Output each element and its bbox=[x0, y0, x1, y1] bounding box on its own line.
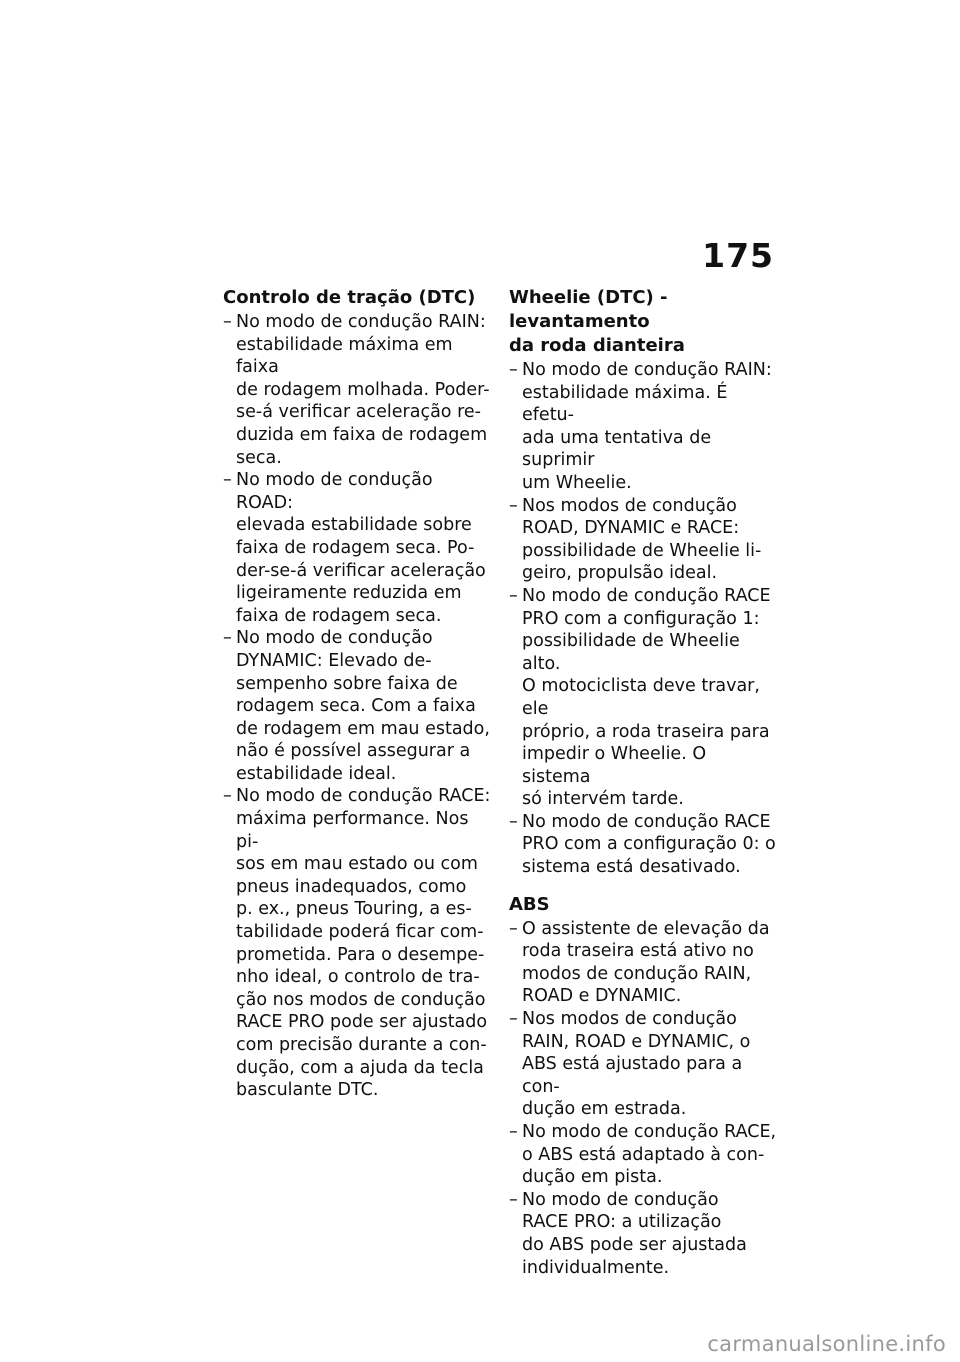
list-item-text: No modo de condução RACE: máxima performance. Nos pi- sos em mau estado ou com pneus inadequados, como p. ex., pneus Touring, a es- tabilidade poderá ficar com- prometida. Para o desempe- nho ideal, o controlo de tra- ção nos modos de condução RACE PRO pode ser ajustado com precisão durante a con- dução, com a ajuda da tecla basculante DTC. bbox=[236, 786, 491, 1101]
list-item bbox=[223, 311, 491, 469]
dash-marker: – bbox=[223, 312, 232, 332]
left-column bbox=[223, 286, 491, 1102]
list-item bbox=[223, 469, 491, 627]
list-item-text: No modo de condução RAIN: estabilidade máxima em faixa de rodagem molhada. Poder- se-á verificar aceleração re- duzida em faixa de rodagem seca. bbox=[236, 312, 490, 468]
list-item-text: No modo de condução ROAD: elevada estabilidade sobre faixa de rodagem seca. Po- der-se-á verificar aceleração ligeiramente reduzida em faixa de rodagem seca. bbox=[236, 470, 486, 626]
dash-marker: – bbox=[223, 786, 232, 807]
list-item-text: No modo de condução RAIN: estabilidade máxima. É efetu- ada uma tentativa de suprimir um Wheelie. bbox=[522, 360, 772, 493]
list-item bbox=[509, 585, 779, 811]
section-title-dtc: Controlo de tração (DTC) bbox=[223, 287, 476, 308]
dash-marker: – bbox=[509, 918, 518, 939]
dash-marker: – bbox=[509, 1009, 518, 1030]
dash-marker: – bbox=[509, 495, 518, 516]
list-item bbox=[509, 811, 779, 879]
dash-marker: – bbox=[223, 470, 232, 491]
right-column bbox=[509, 286, 779, 1279]
list-item bbox=[509, 1189, 779, 1279]
dash-marker: – bbox=[223, 628, 232, 649]
dash-marker: – bbox=[509, 360, 518, 380]
dash-marker: – bbox=[509, 585, 518, 606]
dash-marker: – bbox=[509, 1189, 518, 1210]
abs-list bbox=[509, 918, 779, 1280]
section-title-wheelie: Wheelie (DTC) - levantamento da roda dianteira bbox=[509, 287, 685, 356]
list-item bbox=[223, 627, 491, 785]
list-item-text: Nos modos de condução RAIN, ROAD e DYNAMIC, o ABS está ajustado para a con- dução em estrada. bbox=[522, 1009, 751, 1120]
dtc-list bbox=[223, 311, 491, 1102]
dash-marker: – bbox=[509, 1122, 518, 1142]
list-item-text: No modo de condução RACE, o ABS está adaptado à con- dução em pista. bbox=[522, 1122, 777, 1188]
list-item-text: No modo de condução RACE PRO com a configuração 0: o sistema está desativado. bbox=[522, 811, 776, 878]
list-item bbox=[509, 918, 779, 1008]
list-item-text: No modo de condução RACE PRO com a configuração 1: possibilidade de Wheelie alto. O motociclista deve travar, ele próprio, a roda traseira para impedir o Wheelie. O sistema só intervém tarde. bbox=[522, 585, 771, 810]
list-item bbox=[509, 1121, 779, 1189]
section-title-abs: ABS bbox=[509, 893, 550, 915]
dash-marker: – bbox=[509, 811, 518, 832]
watermark: carmanualsonline.info bbox=[707, 1332, 946, 1356]
list-item bbox=[223, 785, 491, 1101]
page-number: 175 bbox=[702, 236, 774, 275]
list-item bbox=[509, 495, 779, 585]
list-item-text: Nos modos de condução ROAD, DYNAMIC e RACE: possibilidade de Wheelie li- geiro, propulsão ideal. bbox=[522, 495, 762, 584]
list-item bbox=[509, 359, 779, 495]
list-item bbox=[509, 1008, 779, 1121]
wheelie-list bbox=[509, 359, 779, 879]
list-item-text: No modo de condução RACE PRO: a utilização do ABS pode ser ajustada individualmente. bbox=[522, 1189, 747, 1278]
list-item-text: No modo de condução DYNAMIC: Elevado de- sempenho sobre faixa de rodagem seca. Com a faixa de rodagem em mau estado, não é possível assegurar a estabilidade ideal. bbox=[236, 628, 490, 784]
list-item-text: O assistente de elevação da roda traseira está ativo no modos de condução RAIN, ROAD e DYNAMIC. bbox=[522, 918, 770, 1007]
